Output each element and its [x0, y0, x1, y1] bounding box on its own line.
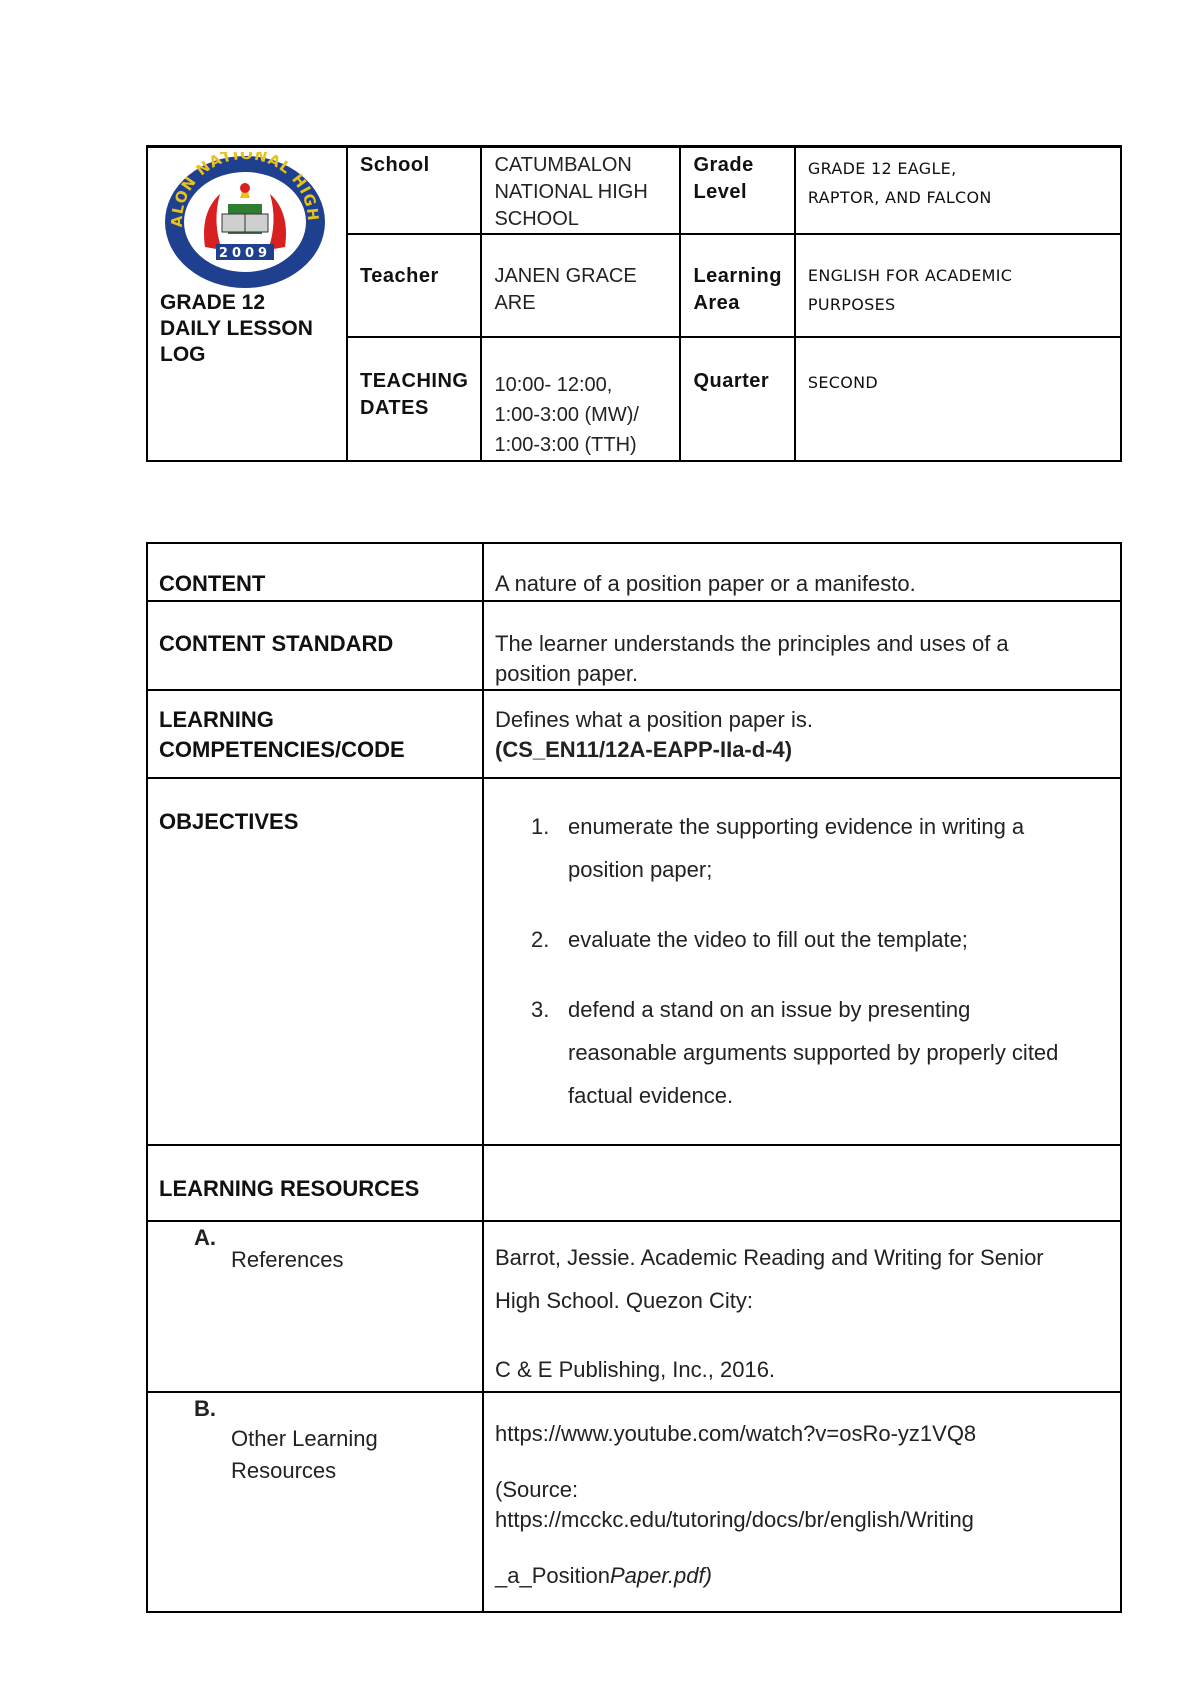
row-other-resources	[147, 1392, 1121, 1612]
area-label-cell	[680, 234, 794, 337]
row-content-standard	[147, 601, 1121, 690]
source-link-tail[interactable]: _a_PositionPaper.pdf)	[495, 1563, 712, 1588]
references-label: A. References	[194, 1225, 344, 1272]
lesson-table	[146, 542, 1122, 1613]
competencies-label: LEARNING COMPETENCIES/CODE	[159, 707, 405, 762]
content-standard-value: The learner understands the principles and uses of a position paper.	[495, 631, 1009, 686]
title-line-2: DAILY LESSON	[160, 317, 313, 340]
area-value: ENGLISH FOR ACADEMIC PURPOSES	[807, 266, 1013, 314]
content-label: CONTENT	[159, 571, 266, 596]
title-line-3: LOG	[160, 343, 206, 366]
source-link[interactable]: https://mcckc.edu/tutoring/docs/br/english/Writing	[495, 1507, 974, 1532]
title-line-1: GRADE 12	[160, 291, 266, 314]
competency-code: (CS_EN11/12A-EAPP-IIa-d-4)	[495, 737, 793, 762]
objectives-list	[484, 779, 1120, 1117]
teacher-label-cell	[347, 234, 481, 337]
area-value-cell	[795, 234, 1121, 337]
quarter-value: SECOND	[807, 373, 879, 392]
school-label-cell	[347, 147, 481, 235]
learning-resources-label: LEARNING RESOURCES	[159, 1176, 420, 1201]
objectives-label: OBJECTIVES	[159, 809, 299, 834]
references-value: Barrot, Jessie. Academic Reading and Writing for Senior High School. Quezon City: C & E Publishing, Inc., 2016.	[495, 1245, 1044, 1382]
seal-year: 2009	[218, 246, 272, 261]
header-table	[146, 145, 1122, 462]
grade-value: GRADE 12 EAGLE, RAPTOR, AND FALCON	[807, 159, 992, 207]
dates-label-cell	[347, 337, 481, 461]
teacher-value-cell	[481, 234, 680, 337]
other-resources-label: B. Other Learning Resources	[194, 1396, 378, 1483]
area-label: Learning Area	[693, 265, 782, 314]
school-value-cell	[481, 147, 680, 235]
grade-label-cell	[680, 147, 794, 235]
school-seal	[160, 152, 330, 292]
row-learning-resources	[147, 1145, 1121, 1221]
learning-resources-value	[483, 1145, 1121, 1221]
video-link[interactable]: https://www.youtube.com/watch?v=osRo-yz1VQ8	[495, 1421, 977, 1446]
dates-value: 10:00- 12:00, 1:00-3:00 (MW)/ 1:00-3:00 (TTH)	[494, 374, 639, 456]
quarter-label: Quarter	[693, 370, 770, 392]
list-item: 3. defend a stand on an issue by presenting reasonable arguments supported by properly cited factual evidence.	[531, 997, 1059, 1108]
school-label: School	[360, 154, 430, 176]
school-value: CATUMBALON NATIONAL HIGH SCHOOL	[494, 154, 648, 230]
list-item: 2. evaluate the video to fill out the template;	[531, 927, 968, 952]
row-references	[147, 1221, 1121, 1392]
content-standard-label: CONTENT STANDARD	[159, 631, 394, 656]
quarter-value-cell	[795, 337, 1121, 461]
content-value: A nature of a position paper or a manifesto.	[495, 571, 916, 596]
grade-label: Grade Level	[693, 154, 754, 203]
row-content	[147, 543, 1121, 601]
logo-title-cell	[147, 147, 347, 462]
competencies-value: Defines what a position paper is. (CS_EN11/12A-EAPP-IIa-d-4)	[484, 691, 1120, 765]
teacher-value: JANEN GRACE ARE	[494, 265, 637, 314]
row-competencies	[147, 690, 1121, 778]
teacher-label: Teacher	[360, 265, 439, 287]
grade-value-cell	[795, 147, 1121, 235]
list-item: 1. enumerate the supporting evidence in writing a position paper;	[531, 814, 1025, 882]
seal-ring-text: ALON NATIONAL HIGH	[167, 152, 323, 228]
row-objectives	[147, 778, 1121, 1145]
dates-label: TEACHING DATES	[360, 370, 469, 419]
quarter-label-cell	[680, 337, 794, 461]
dates-value-cell	[481, 337, 680, 461]
document-title	[160, 290, 313, 368]
other-resources-value: https://www.youtube.com/watch?v=osRo-yz1VQ8 (Source: https://mcckc.edu/tutoring/docs/br/english/Writing _a_PositionPaper.pdf)	[484, 1393, 1120, 1591]
